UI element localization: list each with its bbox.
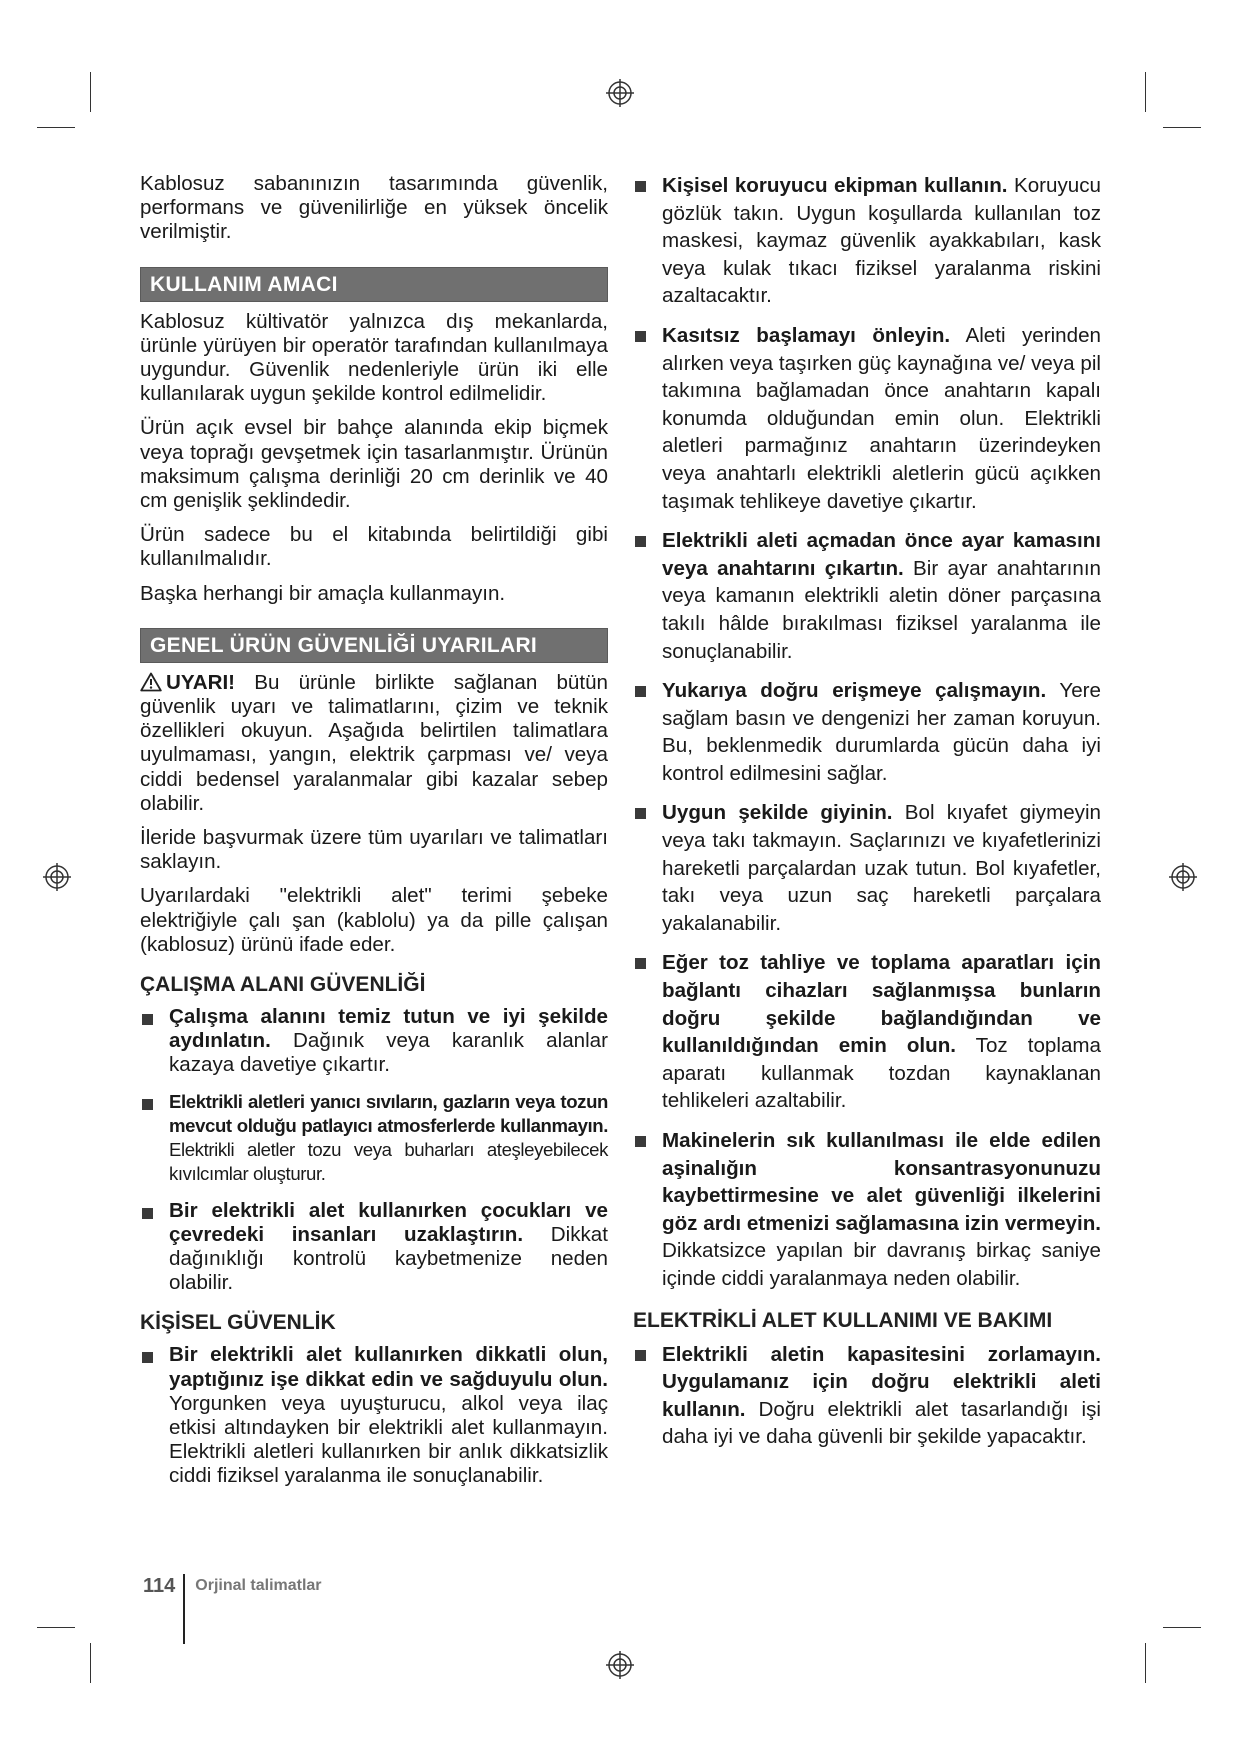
item-text: Bir ayar anahtarının veya kamanın elektrikli aletin döner parçasına takılı hâlde bırakılması fiziksel yaralanma ile sonuçlanabilir. xyxy=(662,556,1101,663)
item-bold-text: Kasıtsız başlamayı önleyin. xyxy=(662,323,951,347)
registration-mark-icon xyxy=(1168,862,1198,892)
item-bold-text: Uygun şekilde giyinin. xyxy=(662,801,893,825)
crop-mark xyxy=(37,127,75,128)
section-heading-usage: KULLANIM AMACI xyxy=(140,267,608,302)
bullet-square-icon xyxy=(142,1014,153,1025)
list-item xyxy=(140,1343,608,1488)
heading-tool-use: ELEKTRİKLİ ALET KULLANIMI VE BAKIMI xyxy=(633,1308,1053,1332)
item-text: Koruyucu gözlük takın. Uygun koşullarda kullanılan toz maskesi, kaymaz güvenlik ayakkabıları, kask veya kulak tıkacı fiziksel yaralanma riskini azaltacaktır. xyxy=(662,174,1101,308)
footer-label: Orjinal talimatlar xyxy=(195,1577,322,1594)
item-bold-text: Eğer toz tahliye ve toplama aparatları için bağlantı cihazları sağlanmışsa bunların doğru şekilde bağlandığından ve kullanıldığından emin olun. xyxy=(662,951,1101,1058)
item-bold-text: Bir elektrikli alet kullanırken çocukları ve çevredeki insanları uzaklaştırın. xyxy=(169,1198,608,1246)
item-bold-text: Elektrikli aleti açmadan önce ayar kamasını veya anahtarını çıkartın. xyxy=(662,529,1101,580)
registration-mark-icon xyxy=(605,1650,635,1680)
registration-mark-icon xyxy=(42,862,72,892)
bullet-square-icon xyxy=(142,1352,153,1363)
item-text: Dağınık veya karanlık alanlar kazaya davetiye çıkartır. xyxy=(169,1029,608,1077)
crop-mark xyxy=(1163,1627,1201,1628)
work-area-list xyxy=(140,1005,608,1295)
list-item xyxy=(633,677,1101,787)
list-item xyxy=(633,527,1101,665)
bullet-square-icon xyxy=(635,331,646,342)
registration-mark-icon xyxy=(605,78,635,108)
bullet-square-icon xyxy=(635,536,646,547)
usage-paragraph: Başka herhangi bir amaçla kullanmayın. xyxy=(140,581,506,605)
item-bold-text: Makinelerin sık kullanılması ile elde edilen aşinalığın konsantrasyonunuzu kaybettirmesine ve alet güvenliği ilkelerini göz ardı etmenizi sağlamasına izin vermeyin. xyxy=(662,1129,1101,1235)
list-item xyxy=(633,1127,1101,1293)
warning-text: Bu ürünle birlikte sağlanan bütün güvenlik uyarı ve talimatlarını, çizim ve teknik özellikleri okuyun. Aşağıda belirtilen talimatlara uyulmaması, yangın, elektrik çarpması ve/ veya ciddi bedensel yaralanmalar gibi kazalar sebep olabilir. xyxy=(140,670,608,815)
item-text: Toz toplama aparatı kullanmak tozdan kaynaklanan tehlikeleri azaltabilir. xyxy=(662,1034,1101,1113)
warning-triangle-icon xyxy=(140,672,162,692)
list-item xyxy=(633,949,1101,1115)
item-text: Doğru elektrikli alet tasarlandığı işi daha iyi ve daha güvenli bir şekilde yapacaktır. xyxy=(662,1397,1101,1449)
safety-paragraph: Uyarılardaki "elektrikli alet" terimi şebeke elektriğiyle çalı şan (kablolu) ya da pille çalışan (kablosuz) ürünü ifade eder. xyxy=(140,884,608,956)
item-text: Yorgunken veya uyuşturucu, alkol veya ilaç etkisi altındayken bir elektrikli alet kullanmayın. Elektrikli aletleri kullanırken bir anlık dikkatsizlik ciddi fiziksel yaralanma ile sonuçlanabilir. xyxy=(169,1391,608,1488)
item-text: Dikkatsizce yapılan bir davranış birkaç saniye içinde ciddi yaralanmaya neden olabilir. xyxy=(662,1239,1101,1290)
left-column xyxy=(140,172,608,1501)
bullet-square-icon xyxy=(635,1350,646,1361)
bullet-square-icon xyxy=(635,958,646,969)
bullet-square-icon xyxy=(142,1099,153,1110)
crop-mark xyxy=(1145,1643,1146,1683)
item-bold-text: Yukarıya doğru erişmeye çalışmayın. xyxy=(662,679,1047,703)
item-text: Aleti yerinden alırken veya taşırken güç kaynağına ve/ veya pil takımına bağlamadan önce anahtarın kapalı konumda olduğundan emin olun. Elektrikli aletleri parmağınız anahtarın üzerindeyken veya anahtarlı elektrikli aletlerin gücü açıkken taşımak tehlikeye davetiye çıkartır. xyxy=(662,323,1101,513)
list-item xyxy=(633,322,1101,515)
item-bold-text: Elektrikli aletin kapasitesini zorlamayın. Uygulamanız için doğru elektrikli aleti kullanın. xyxy=(662,1342,1101,1421)
item-bold-text: Bir elektrikli alet kullanırken dikkatli olun, yaptığınız işe dikkat edin ve sağduyulu olun. xyxy=(169,1343,608,1391)
list-item xyxy=(633,1341,1101,1451)
item-text: Bol kıyafet giymeyin veya takı takmayın. Saçlarınızı ve kıyafetlerinizi hareketli parçalardan uzak tutun. Bol kıyafetler, takı veya uzun saç hareketli parçalara yakalanabilir. xyxy=(662,801,1102,935)
list-item xyxy=(140,1005,608,1078)
crop-mark xyxy=(90,1643,91,1683)
bullet-square-icon xyxy=(635,181,646,192)
usage-paragraph: Kablosuz kültivatör yalnızca dış mekanlarda, ürünle yürüyen bir operatör tarafından kullanılmaya uygundur. Güvenlik nedenleriyle ürün iki elle kullanılarak uygun şekilde kontrol edilmelidir. xyxy=(140,309,608,406)
bullet-square-icon xyxy=(635,686,646,697)
bullet-square-icon xyxy=(142,1208,153,1219)
intro-paragraph: Kablosuz sabanınızın tasarımında güvenlik, performans ve güvenilirliğe en yüksek öncelik verilmiştir. xyxy=(140,172,608,244)
list-item xyxy=(140,1199,608,1296)
warning-paragraph xyxy=(140,671,608,816)
crop-mark xyxy=(1163,127,1201,128)
usage-paragraph: Ürün açık evsel bir bahçe alanında ekip biçmek veya toprağı gevşetmek için tasarlanmıştır. Ürünün maksimum çalışma derinliği 20 cm derinlik ve 40 cm genişlik şeklindedir. xyxy=(140,416,608,513)
item-bold-text: Elektrikli aletleri yanıcı sıvıların, gazların veya tozun mevcut olduğu patlayıcı atmosferlerde kullanmayın. xyxy=(169,1090,608,1136)
bullet-square-icon xyxy=(635,1136,646,1147)
tool-use-list xyxy=(633,1341,1101,1451)
usage-paragraph: Ürün sadece bu el kitabında belirtildiği gibi kullanılmalıdır. xyxy=(140,523,608,571)
warning-label: UYARI! xyxy=(166,670,236,694)
item-bold-text: Kişisel koruyucu ekipman kullanın. xyxy=(662,174,1008,197)
item-bold-text: Çalışma alanını temiz tutun ve iyi şekilde aydınlatın. xyxy=(169,1005,608,1053)
section-heading-safety: GENEL ÜRÜN GÜVENLİĞİ UYARILARI xyxy=(140,628,608,663)
page-footer xyxy=(143,1574,322,1644)
right-column xyxy=(633,172,1101,1463)
item-text: Yere sağlam basın ve dengenizi her zaman koruyun. Bu, beklenmedik durumlarda gücün daha iyi kontrol edilmesini sağlar. xyxy=(662,679,1101,785)
heading-work-area: ÇALIŞMA ALANI GÜVENLİĞİ xyxy=(140,973,426,997)
personal-safety-list-continued xyxy=(633,172,1101,1293)
list-item xyxy=(633,799,1101,937)
personal-safety-list xyxy=(140,1343,608,1488)
crop-mark xyxy=(90,72,91,112)
list-item xyxy=(633,172,1101,310)
page-number: 114 xyxy=(143,1575,176,1597)
item-text: Dikkat dağınıklığı kontrolü kaybetmenize neden olabilir. xyxy=(169,1222,608,1295)
crop-mark xyxy=(37,1627,75,1628)
item-text: Elektrikli aletler tozu veya buharları ateşleyebilecek kıvılcımlar oluşturur. xyxy=(169,1139,608,1185)
bullet-square-icon xyxy=(635,808,646,819)
safety-paragraph: İleride başvurmak üzere tüm uyarıları ve talimatları saklayın. xyxy=(140,826,608,874)
list-item xyxy=(140,1090,608,1187)
crop-mark xyxy=(1145,72,1146,112)
heading-personal-safety: KİŞİSEL GÜVENLİK xyxy=(140,1311,336,1335)
